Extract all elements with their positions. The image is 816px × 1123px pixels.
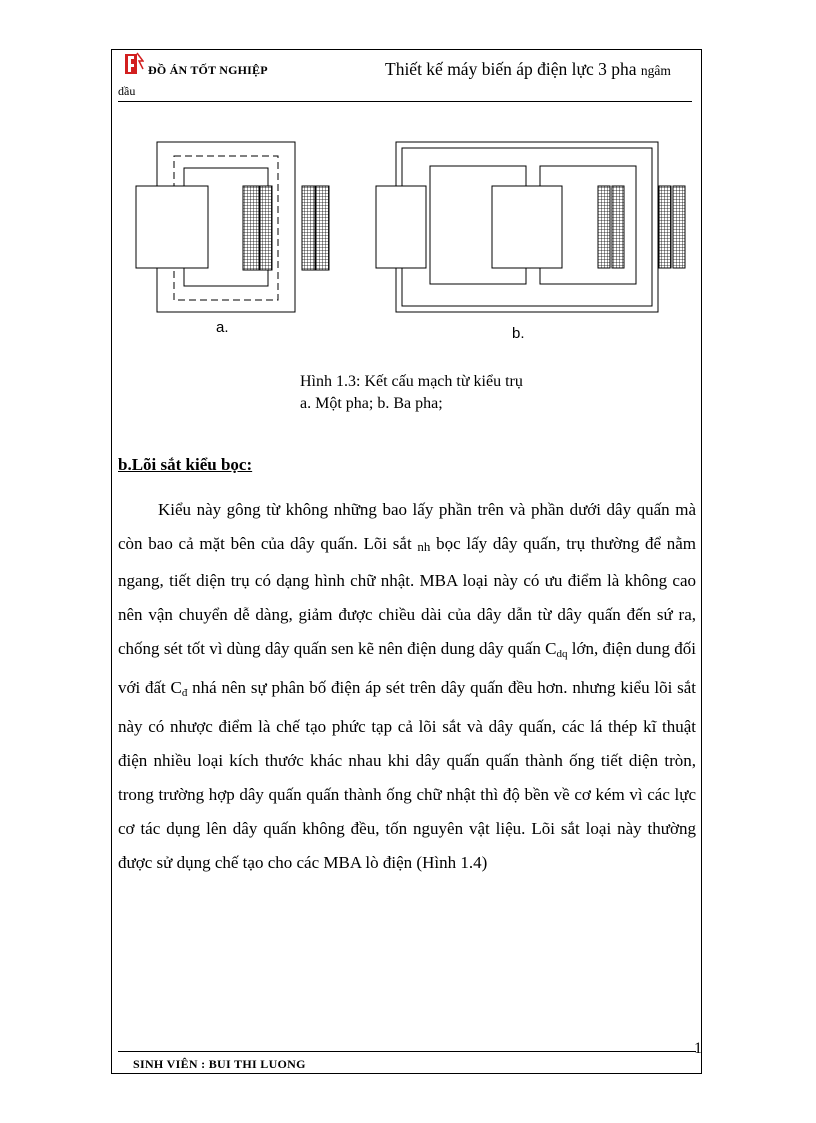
para-part-2: bọc lấy dây quấn, trụ thường để nằm ngang, tiết diện trụ có dạng hình chữ nhật. MBA loại này có ưu điểm là không cao nên vận chuyển dễ dàng, giảm được chiều dài của dây dẫn từ dây quấn đến sứ ra, chống sét tốt vì dùng dây quấn sen kẽ nên điện dung dây quấn C: [118, 534, 696, 658]
figure-label-b: b.: [512, 325, 525, 342]
header-right-title: [385, 59, 671, 80]
para-nh: nh: [417, 539, 431, 554]
para-part-1: Kiểu này gông từ không những bao lấy phần trên và phần dưới dây quấn mà còn bao cả mặt bên của dây quấn. Lõi sắt: [118, 500, 696, 553]
figure-label-a: a.: [216, 319, 229, 336]
para-part-3: lớn, điện dung đối với đất C: [118, 639, 696, 697]
para-sub-dq: dq: [556, 648, 568, 660]
figure-caption-line-1: Hình 1.3: Kết cấu mạch từ kiểu trụ: [300, 373, 523, 390]
diagram-b: [376, 142, 685, 312]
figure-caption-line-2: a. Một pha; b. Ba pha;: [300, 395, 443, 412]
body-paragraph: [118, 493, 696, 880]
footer-student: SINH VIÊN : BUI THI LUONG: [133, 1057, 306, 1071]
para-sub-d: đ: [181, 687, 188, 699]
diagram-a: [136, 142, 329, 312]
header-right-main: Thiết kế máy biến áp điện lực 3 pha: [385, 59, 637, 79]
core-diagram-figure: [118, 130, 698, 350]
figure-caption: [300, 371, 523, 415]
header-left-title: ĐỒ ÁN TỐT NGHIỆP: [148, 63, 268, 77]
header-right-tail: ngâm: [640, 63, 671, 78]
header-divider: [118, 101, 692, 102]
section-title: b.Lõi sắt kiểu bọc:: [118, 455, 253, 474]
page-number: 1: [694, 1040, 702, 1057]
footer-divider: [118, 1051, 696, 1052]
school-logo-icon: [124, 52, 144, 76]
header-wrap-word: dầu: [118, 84, 136, 98]
para-part-4: nhá nên sự phân bố điện áp sét trên dây quấn đều hơn. nhưng kiểu lõi sắt này có nhược điểm là chế tạo phức tạp cả lõi sắt và dây quấn, các lá thép kĩ thuật điện nhiều loại kích thước khác nhau khi dây quấn quấn thành ống tiết diện tròn, trong trường hợp dây quấn quấn thành ống chữ nhật thì độ bền về cơ kém vì các lực cơ tác dụng lên dây quấn không đều, tốn nguyên vật liệu. Lõi sắt loại này thường được sử dụng chế tạo cho các MBA lò điện (Hình 1.4): [118, 678, 696, 872]
